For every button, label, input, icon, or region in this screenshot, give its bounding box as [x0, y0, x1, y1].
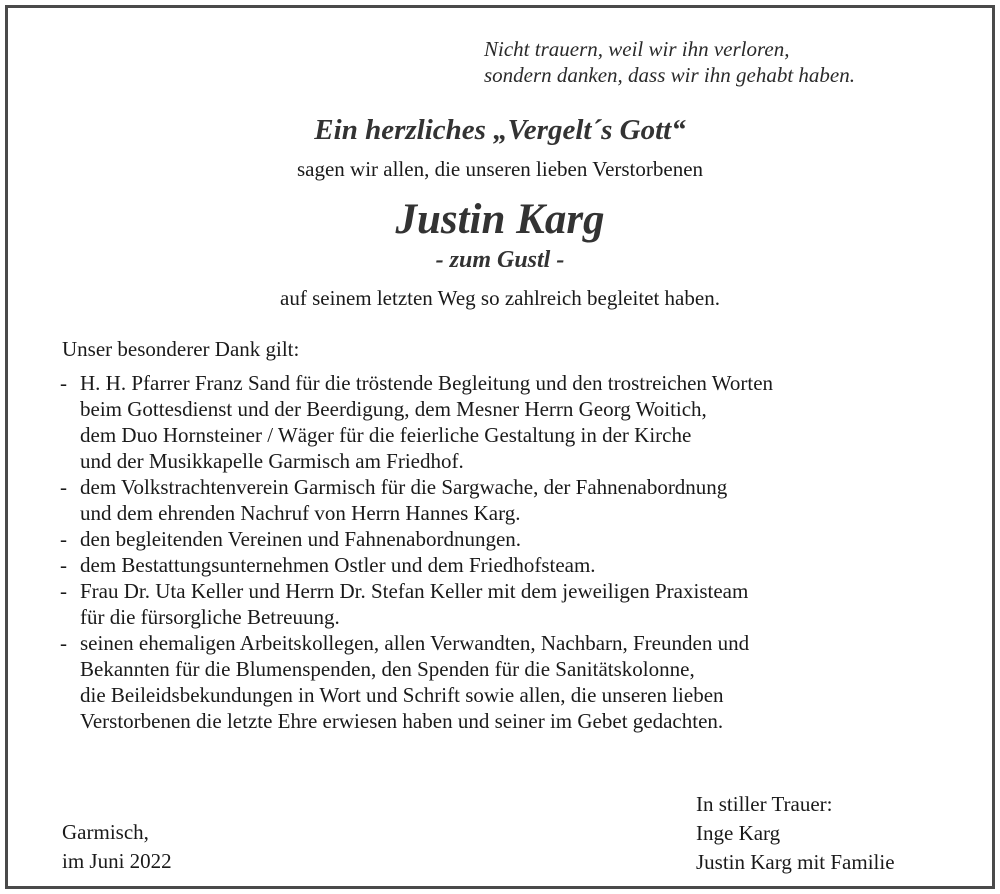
- thanks-list: [60, 370, 960, 734]
- thanks-intro: Unser besonderer Dank gilt:: [62, 337, 300, 361]
- thanks-line: seinen ehemaligen Arbeitskollegen, allen Verwandten, Nachbarn, Freunden und: [80, 631, 750, 655]
- deceased-name: Justin Karg: [395, 196, 605, 243]
- thanks-line: Verstorbenen die letzte Ehre erwiesen haben und seiner im Gebet gedachten.: [80, 709, 724, 733]
- thanks-line: und der Musikkapelle Garmisch am Friedhof.: [80, 449, 464, 473]
- list-dash: -: [60, 579, 67, 603]
- motto-line: sondern danken, dass wir ihn gehabt haben.: [484, 63, 855, 87]
- grief-label: In stiller Trauer:: [696, 792, 833, 816]
- thanks-line: beim Gottesdienst und der Beerdigung, dem Mesner Herrn Georg Woitich,: [80, 397, 707, 421]
- thanks-line: und dem ehrenden Nachruf von Herrn Hannes Karg.: [80, 501, 521, 525]
- thanks-item-trachtenverein: [60, 474, 960, 526]
- motto-quote: [484, 36, 855, 88]
- thanks-line: dem Duo Hornsteiner / Wäger für die feierliche Gestaltung in der Kirche: [80, 423, 692, 447]
- thanks-item-aerzte: [60, 578, 960, 630]
- list-dash: -: [60, 371, 67, 395]
- thanks-item-vereine: [60, 526, 960, 552]
- mourners-block: [696, 790, 895, 877]
- list-dash: -: [60, 475, 67, 499]
- thanks-line: Frau Dr. Uta Keller und Herrn Dr. Stefan Keller mit dem jeweiligen Praxisteam: [80, 579, 749, 603]
- list-dash: -: [60, 631, 67, 655]
- list-dash: -: [60, 553, 67, 577]
- list-dash: -: [60, 527, 67, 551]
- accompany-line: auf seinem letzten Weg so zahlreich begleitet haben.: [280, 286, 720, 310]
- subheadline: sagen wir allen, die unseren lieben Verstorbenen: [296, 157, 704, 181]
- thanks-line: den begleitenden Vereinen und Fahnenabordnungen.: [80, 527, 522, 551]
- thanks-line: H. H. Pfarrer Franz Sand für die tröstende Begleitung und den trostreichen Worten: [80, 371, 774, 395]
- headline: Ein herzliches „Vergelt´s Gott“: [314, 114, 686, 146]
- date: im Juni 2022: [62, 849, 172, 873]
- thanks-line: dem Bestattungsunternehmen Ostler und dem Friedhofsteam.: [80, 553, 596, 577]
- place: Garmisch,: [62, 820, 149, 844]
- thanks-item-bestattung: [60, 552, 960, 578]
- thanks-line: dem Volkstrachtenverein Garmisch für die Sargwache, der Fahnenabordnung: [80, 475, 728, 499]
- place-date-block: [62, 818, 172, 876]
- nickname: - zum Gustl -: [435, 247, 565, 273]
- thanks-line: für die fürsorgliche Betreuung.: [80, 605, 340, 629]
- thanks-item-allgemein: [60, 630, 960, 734]
- mourner-name: Inge Karg: [696, 821, 781, 845]
- thanks-line: die Beileidsbekundungen in Wort und Schrift sowie allen, die unseren lieben: [80, 683, 724, 707]
- motto-line: Nicht trauern, weil wir ihn verloren,: [484, 37, 790, 61]
- mourner-name: Justin Karg mit Familie: [696, 850, 895, 874]
- thanks-item-pfarrer: [60, 370, 960, 474]
- thanks-line: Bekannten für die Blumenspenden, den Spenden für die Sanitätskolonne,: [80, 657, 695, 681]
